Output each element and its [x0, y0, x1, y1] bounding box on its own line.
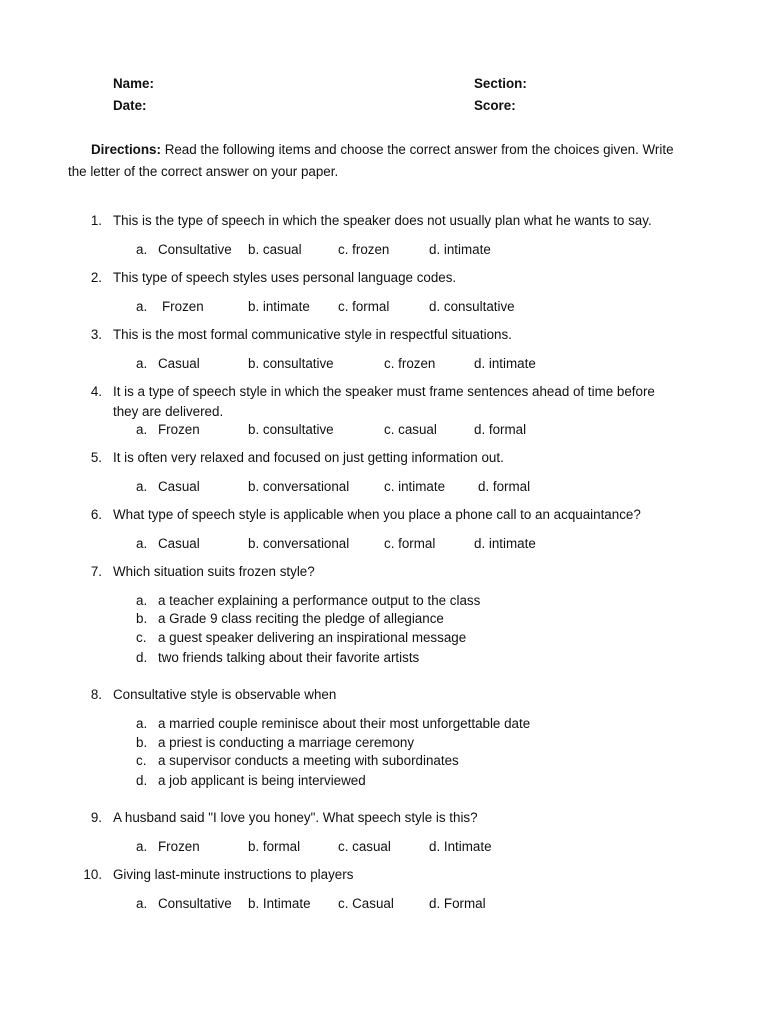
option-letter: a.	[136, 839, 148, 854]
directions-line-1	[91, 142, 674, 157]
option-c: c. intimate	[384, 479, 446, 494]
question-number: 1.	[90, 213, 102, 228]
option-a: Frozen	[158, 422, 200, 437]
list-letter: c.	[136, 630, 147, 645]
option-b: b. conversational	[248, 479, 350, 494]
list-item: a guest speaker delivering an inspirational message	[158, 630, 467, 645]
option-b: b. conversational	[248, 536, 350, 551]
date-label: Date:	[113, 98, 147, 113]
option-c: c. formal	[384, 536, 436, 551]
list-letter: b.	[136, 611, 148, 626]
list-letter: a.	[136, 716, 148, 731]
question-text: It is often very relaxed and focused on just getting information out.	[113, 450, 504, 465]
option-letter: a.	[136, 299, 148, 314]
list-item: a supervisor conducts a meeting with subordinates	[158, 753, 459, 768]
score-label: Score:	[474, 98, 516, 113]
option-c: c. frozen	[338, 242, 390, 257]
question-text: Consultative style is observable when	[113, 687, 337, 702]
option-a: Frozen	[162, 299, 204, 314]
option-a: Frozen	[158, 839, 200, 854]
list-letter: d.	[136, 650, 148, 665]
option-c: c. casual	[384, 422, 437, 437]
option-a: Casual	[158, 479, 200, 494]
question-number: 2.	[90, 270, 102, 285]
question-number: 4.	[90, 384, 102, 399]
directions-line-2: the letter of the correct answer on your paper.	[68, 164, 339, 179]
section-label: Section:	[474, 76, 527, 91]
option-a: Casual	[158, 536, 200, 551]
list-item: a Grade 9 class reciting the pledge of allegiance	[158, 611, 444, 626]
question-number: 5.	[90, 450, 102, 465]
option-letter: a.	[136, 479, 148, 494]
option-b: b. consultative	[248, 422, 334, 437]
list-item: a priest is conducting a marriage ceremony	[158, 735, 415, 750]
option-a: Consultative	[158, 242, 232, 257]
question-number: 7.	[90, 564, 102, 579]
question-text: Which situation suits frozen style?	[113, 564, 315, 579]
list-item: a teacher explaining a performance output to the class	[158, 593, 481, 608]
question-text: It is a type of speech style in which the speaker must frame sentences ahead of time before	[113, 384, 655, 399]
directions-text-1: Read the following items and choose the correct answer from the choices given. Write	[164, 142, 674, 157]
question-number: 3.	[90, 327, 102, 342]
option-c: c. frozen	[384, 356, 436, 371]
option-c: c. casual	[338, 839, 391, 854]
list-item: a job applicant is being interviewed	[158, 773, 366, 788]
question-text: This is the most formal communicative style in respectful situations.	[113, 327, 512, 342]
option-d: d. Formal	[429, 896, 486, 911]
option-letter: a.	[136, 422, 148, 437]
option-letter: a.	[136, 536, 148, 551]
list-letter: b.	[136, 735, 148, 750]
option-d: d. intimate	[429, 242, 491, 257]
question-number: 10.	[83, 867, 102, 882]
option-b: b. consultative	[248, 356, 334, 371]
option-letter: a.	[136, 356, 148, 371]
question-number: 9.	[90, 810, 102, 825]
option-d: d. intimate	[474, 356, 536, 371]
list-letter: d.	[136, 773, 148, 788]
option-d: d. consultative	[429, 299, 515, 314]
question-text: What type of speech style is applicable when you place a phone call to an acquaintance?	[113, 507, 641, 522]
option-c: c. formal	[338, 299, 390, 314]
question-text: A husband said "I love you honey". What speech style is this?	[113, 810, 478, 825]
option-b: b. casual	[248, 242, 302, 257]
option-c: c. Casual	[338, 896, 394, 911]
option-b: b. intimate	[248, 299, 310, 314]
option-letter: a.	[136, 242, 148, 257]
question-text-continued: they are delivered.	[113, 404, 224, 419]
question-number: 6.	[90, 507, 102, 522]
list-letter: a.	[136, 593, 148, 608]
option-d: d. Intimate	[429, 839, 492, 854]
directions-label: Directions:	[91, 142, 161, 157]
list-letter: c.	[136, 753, 147, 768]
question-number: 8.	[90, 687, 102, 702]
question-text: This is the type of speech in which the speaker does not usually plan what he wants to say.	[113, 213, 652, 228]
option-b: b. formal	[248, 839, 301, 854]
question-text: This type of speech styles uses personal language codes.	[113, 270, 457, 285]
list-item: two friends talking about their favorite artists	[158, 650, 420, 665]
option-d: d. formal	[474, 422, 527, 437]
option-d: d. intimate	[474, 536, 536, 551]
option-a: Consultative	[158, 896, 232, 911]
name-label: Name:	[113, 76, 154, 91]
list-item: a married couple reminisce about their most unforgettable date	[158, 716, 531, 731]
option-a: Casual	[158, 356, 200, 371]
question-text: Giving last-minute instructions to players	[113, 867, 354, 882]
option-b: b. Intimate	[248, 896, 311, 911]
option-d: d. formal	[478, 479, 531, 494]
option-letter: a.	[136, 896, 148, 911]
